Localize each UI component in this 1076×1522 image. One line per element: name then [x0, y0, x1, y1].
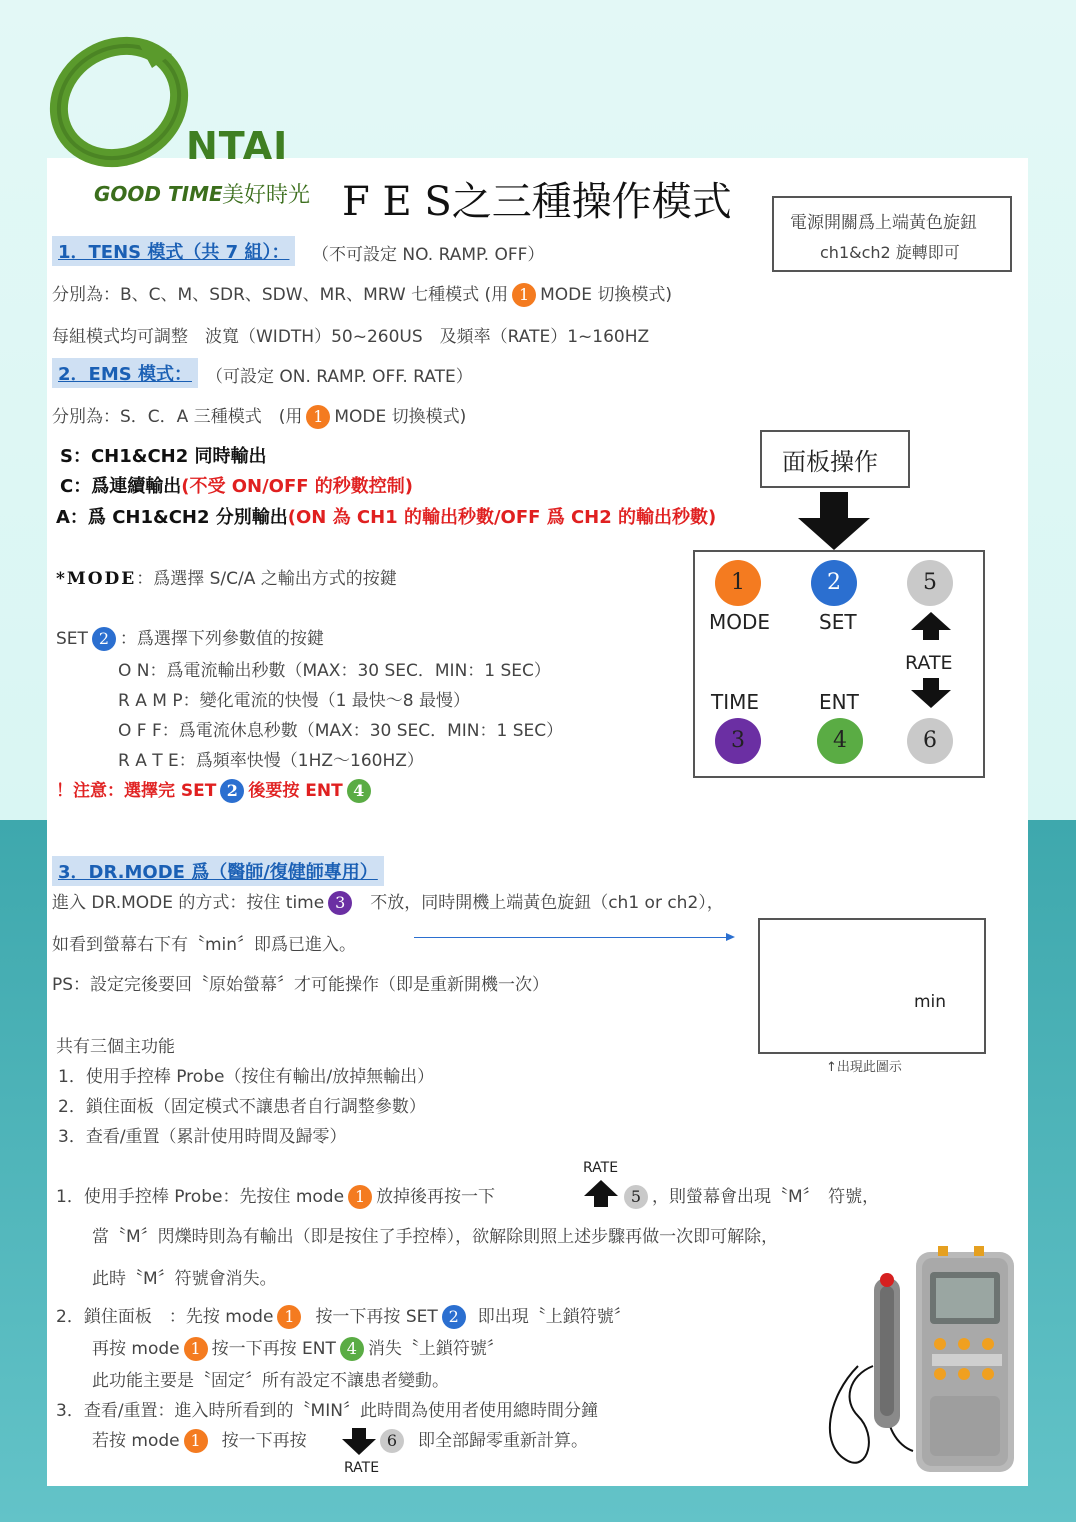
sec1-line1	[52, 280, 672, 307]
f2-b: 按一下再按 SET	[315, 1307, 438, 1327]
f2-d: 再按 mode	[92, 1339, 180, 1359]
f1-c: ，則螢幕會出現〝M〞 符號，	[652, 1187, 880, 1207]
sec2-line1-a: 分別為：S．C．A 三種模式 (用	[52, 407, 303, 427]
rate-down-arrow-icon	[911, 690, 951, 708]
sec3-head-wrap	[52, 856, 384, 886]
time-button[interactable]: 3	[715, 718, 761, 764]
screen-min-text: min	[914, 992, 947, 1012]
mode-button-label: MODE	[709, 610, 771, 634]
set-desc-key: SET	[56, 629, 88, 649]
sec2-c-red: (不受 ON/OFF 的秒數控制)	[181, 476, 414, 497]
sec2-a-line	[56, 503, 716, 529]
page-title: F E S之三種操作模式	[342, 179, 732, 225]
ent-button-ref-icon: 4	[340, 1337, 364, 1361]
set-item-ramp: R A M P：變化電流的快慢（1 最快～8 最慢）	[118, 691, 471, 711]
mode-button-ref-icon: 1	[277, 1305, 301, 1329]
func-item: 1．使用手控棒 Probe（按住有輸出/放掉無輸出）	[58, 1067, 435, 1087]
mode-button-ref-icon: 1	[306, 405, 330, 429]
f1-line1	[56, 1182, 495, 1209]
mode-button[interactable]: 1	[715, 560, 761, 606]
f2-c: 即出現〝上鎖符號〞	[477, 1307, 631, 1327]
sec1-line1-a: 分別為：B、C、M、SDR、SDW、MR、MRW 七種模式 (用	[52, 285, 509, 305]
mode-button-ref-icon: 1	[512, 283, 536, 307]
rate-down-arrow-stem	[923, 678, 939, 690]
sec3-line1-a: 進入 DR.MODE 的方式：按住 time	[52, 893, 325, 913]
rate-label: RATE	[905, 652, 953, 674]
f1-line1-tail	[620, 1182, 879, 1209]
rate-up-ref-icon: 5	[624, 1185, 648, 1209]
f2-line3: 此功能主要是〝固定〞所有設定不讓患者變動。	[92, 1371, 449, 1391]
set-button-ref-icon: 2	[442, 1305, 466, 1329]
brand-zh: 美好時光	[222, 183, 311, 208]
set-desc	[56, 624, 324, 651]
set-desc-text: ：爲選擇下列參數值的按鍵	[119, 629, 324, 649]
logo-ring-icon	[44, 34, 194, 168]
mode-button-ref-icon: 1	[184, 1337, 208, 1361]
set-item-rate: R A T E：爲頻率快慢（1HZ～160HZ）	[118, 751, 424, 771]
brand-en: GOOD TIME	[94, 182, 223, 206]
sec1-line2: 每組模式均可調整 波寬（WIDTH）50~260US 及頻率（RATE）1~160HZ	[52, 327, 650, 347]
mode-desc-key: *MODE	[56, 569, 137, 589]
sec2-line1-b: MODE 切換模式)	[334, 407, 467, 427]
mode-button-ref-icon: 1	[184, 1429, 208, 1453]
func-item: 2．鎖住面板（固定模式不讓患者自行調整參數）	[58, 1097, 426, 1117]
sec2-note: （可設定 ON. RAMP. OFF. RATE）	[206, 367, 473, 387]
rate-up-arrow-stem	[923, 628, 939, 640]
f3-line2	[92, 1426, 307, 1453]
warning-a: ！注意：選擇完 SET	[56, 781, 217, 801]
f1-line2: 當〝M〞閃爍時則為有輸出（即是按住了手控棒），欲解除則照上述步驟再做一次即可解除，	[92, 1227, 779, 1247]
set-button[interactable]: 2	[811, 560, 857, 606]
f2-line2	[92, 1334, 504, 1361]
f2-f: 消失〝上鎖符號〞	[367, 1339, 504, 1359]
time-button-ref-icon: 3	[328, 891, 352, 915]
rate-down-button[interactable]: 6	[907, 718, 953, 764]
ent-button-ref-icon: 4	[347, 779, 371, 803]
ent-button[interactable]: 4	[817, 718, 863, 764]
f1-rate-label: RATE	[583, 1160, 619, 1176]
sec2-head-wrap	[52, 358, 198, 388]
funcs-head: 共有三個主功能	[56, 1037, 175, 1057]
f1-line3: 此時〝M〞符號會消失。	[92, 1269, 277, 1289]
sec2-a-label: A：爲 CH1&CH2 分別輸出	[56, 507, 288, 528]
panel-title-box	[760, 430, 910, 488]
panel-title: 面板操作	[782, 448, 878, 476]
sec3-line3: PS：設定完後要回〝原始螢幕〞才可能操作（即是重新開機一次）	[52, 975, 550, 995]
sec1-head: 1．TENS 模式（共 7 組）：	[58, 242, 290, 263]
rate-up-button[interactable]: 5	[907, 560, 953, 606]
f3-rate-label: RATE	[344, 1460, 380, 1476]
sec2-line1	[52, 402, 466, 429]
f2-line1	[56, 1302, 631, 1329]
mode-button-ref-icon: 1	[348, 1185, 372, 1209]
warning-line	[56, 776, 375, 803]
rate-down-ref-icon: 6	[380, 1429, 404, 1453]
f2-e: 按一下再按 ENT	[211, 1339, 336, 1359]
set-item-off: O F F：爲電流休息秒數（MAX：30 SEC．MIN：1 SEC）	[118, 721, 564, 741]
time-button-label: TIME	[711, 690, 760, 714]
power-note-line1: 電源開關爲上端黃色旋鈕	[790, 213, 977, 233]
f1-a: 1．使用手控棒 Probe：先按住 mode	[56, 1187, 345, 1207]
mode-desc-text: ：爲選擇 S/C/A 之輸出方式的按鍵	[136, 569, 397, 589]
f3-b: 若按 mode	[92, 1431, 180, 1451]
screen-caption: ↑出現此圖示	[826, 1060, 902, 1075]
set-button-ref-icon: 2	[220, 779, 244, 803]
device-illustration	[818, 1246, 1018, 1478]
f2-a: 2．鎖住面板 ：先按 mode	[56, 1307, 274, 1327]
f3-line2-tail	[376, 1426, 588, 1453]
f3-line1: 3．查看/重置：進入時所看到的〝MIN〞此時間為使用者使用總時間分鐘	[56, 1401, 598, 1421]
power-note-line2: ch1&ch2 旋轉即可	[820, 243, 960, 262]
sec3-head: 3．DR.MODE 爲（醫師/復健師專用）	[58, 862, 378, 883]
set-item-on: O N：爲電流輸出秒數（MAX：30 SEC．MIN：1 SEC）	[118, 661, 551, 681]
logo-letters: NTAI	[186, 124, 289, 168]
control-panel	[693, 550, 985, 778]
sec1-head-wrap	[52, 236, 295, 266]
sec2-a-red: (ON 為 CH1 的輸出秒數/OFF 爲 CH2 的輸出秒數)	[287, 507, 717, 528]
sec3-line2: 如看到螢幕右下有〝min〞即爲已進入。	[52, 935, 357, 955]
warning-b: 後要按 ENT	[248, 781, 343, 801]
mode-desc	[56, 564, 397, 589]
sec3-line1-b: 不放，同時開機上端黃色旋鈕（ch1 or ch2），	[370, 893, 724, 913]
set-button-ref-icon: 2	[92, 627, 116, 651]
sec1-line1-b: MODE 切換模式)	[540, 285, 673, 305]
power-note-box	[772, 196, 1012, 272]
set-button-label: SET	[819, 610, 857, 634]
f3-d: 即全部歸零重新計算。	[418, 1431, 588, 1451]
sec2-c-line	[60, 472, 413, 498]
sec2-c-label: C：爲連續輸出	[60, 476, 182, 497]
func-item: 3．查看/重置（累計使用時間及歸零）	[58, 1127, 347, 1147]
sec2-s-label: S：CH1&CH2 同時輸出	[60, 446, 267, 467]
sec2-head: 2．EMS 模式：	[58, 364, 192, 385]
f3-c: 按一下再按	[221, 1431, 307, 1451]
sec1-note: （不可設定 NO. RAMP. OFF）	[312, 245, 545, 265]
sec3-line1	[52, 888, 724, 915]
f1-b: 放掉後再按一下	[376, 1187, 496, 1207]
screen-preview	[758, 918, 986, 1054]
ent-button-label: ENT	[819, 690, 859, 714]
